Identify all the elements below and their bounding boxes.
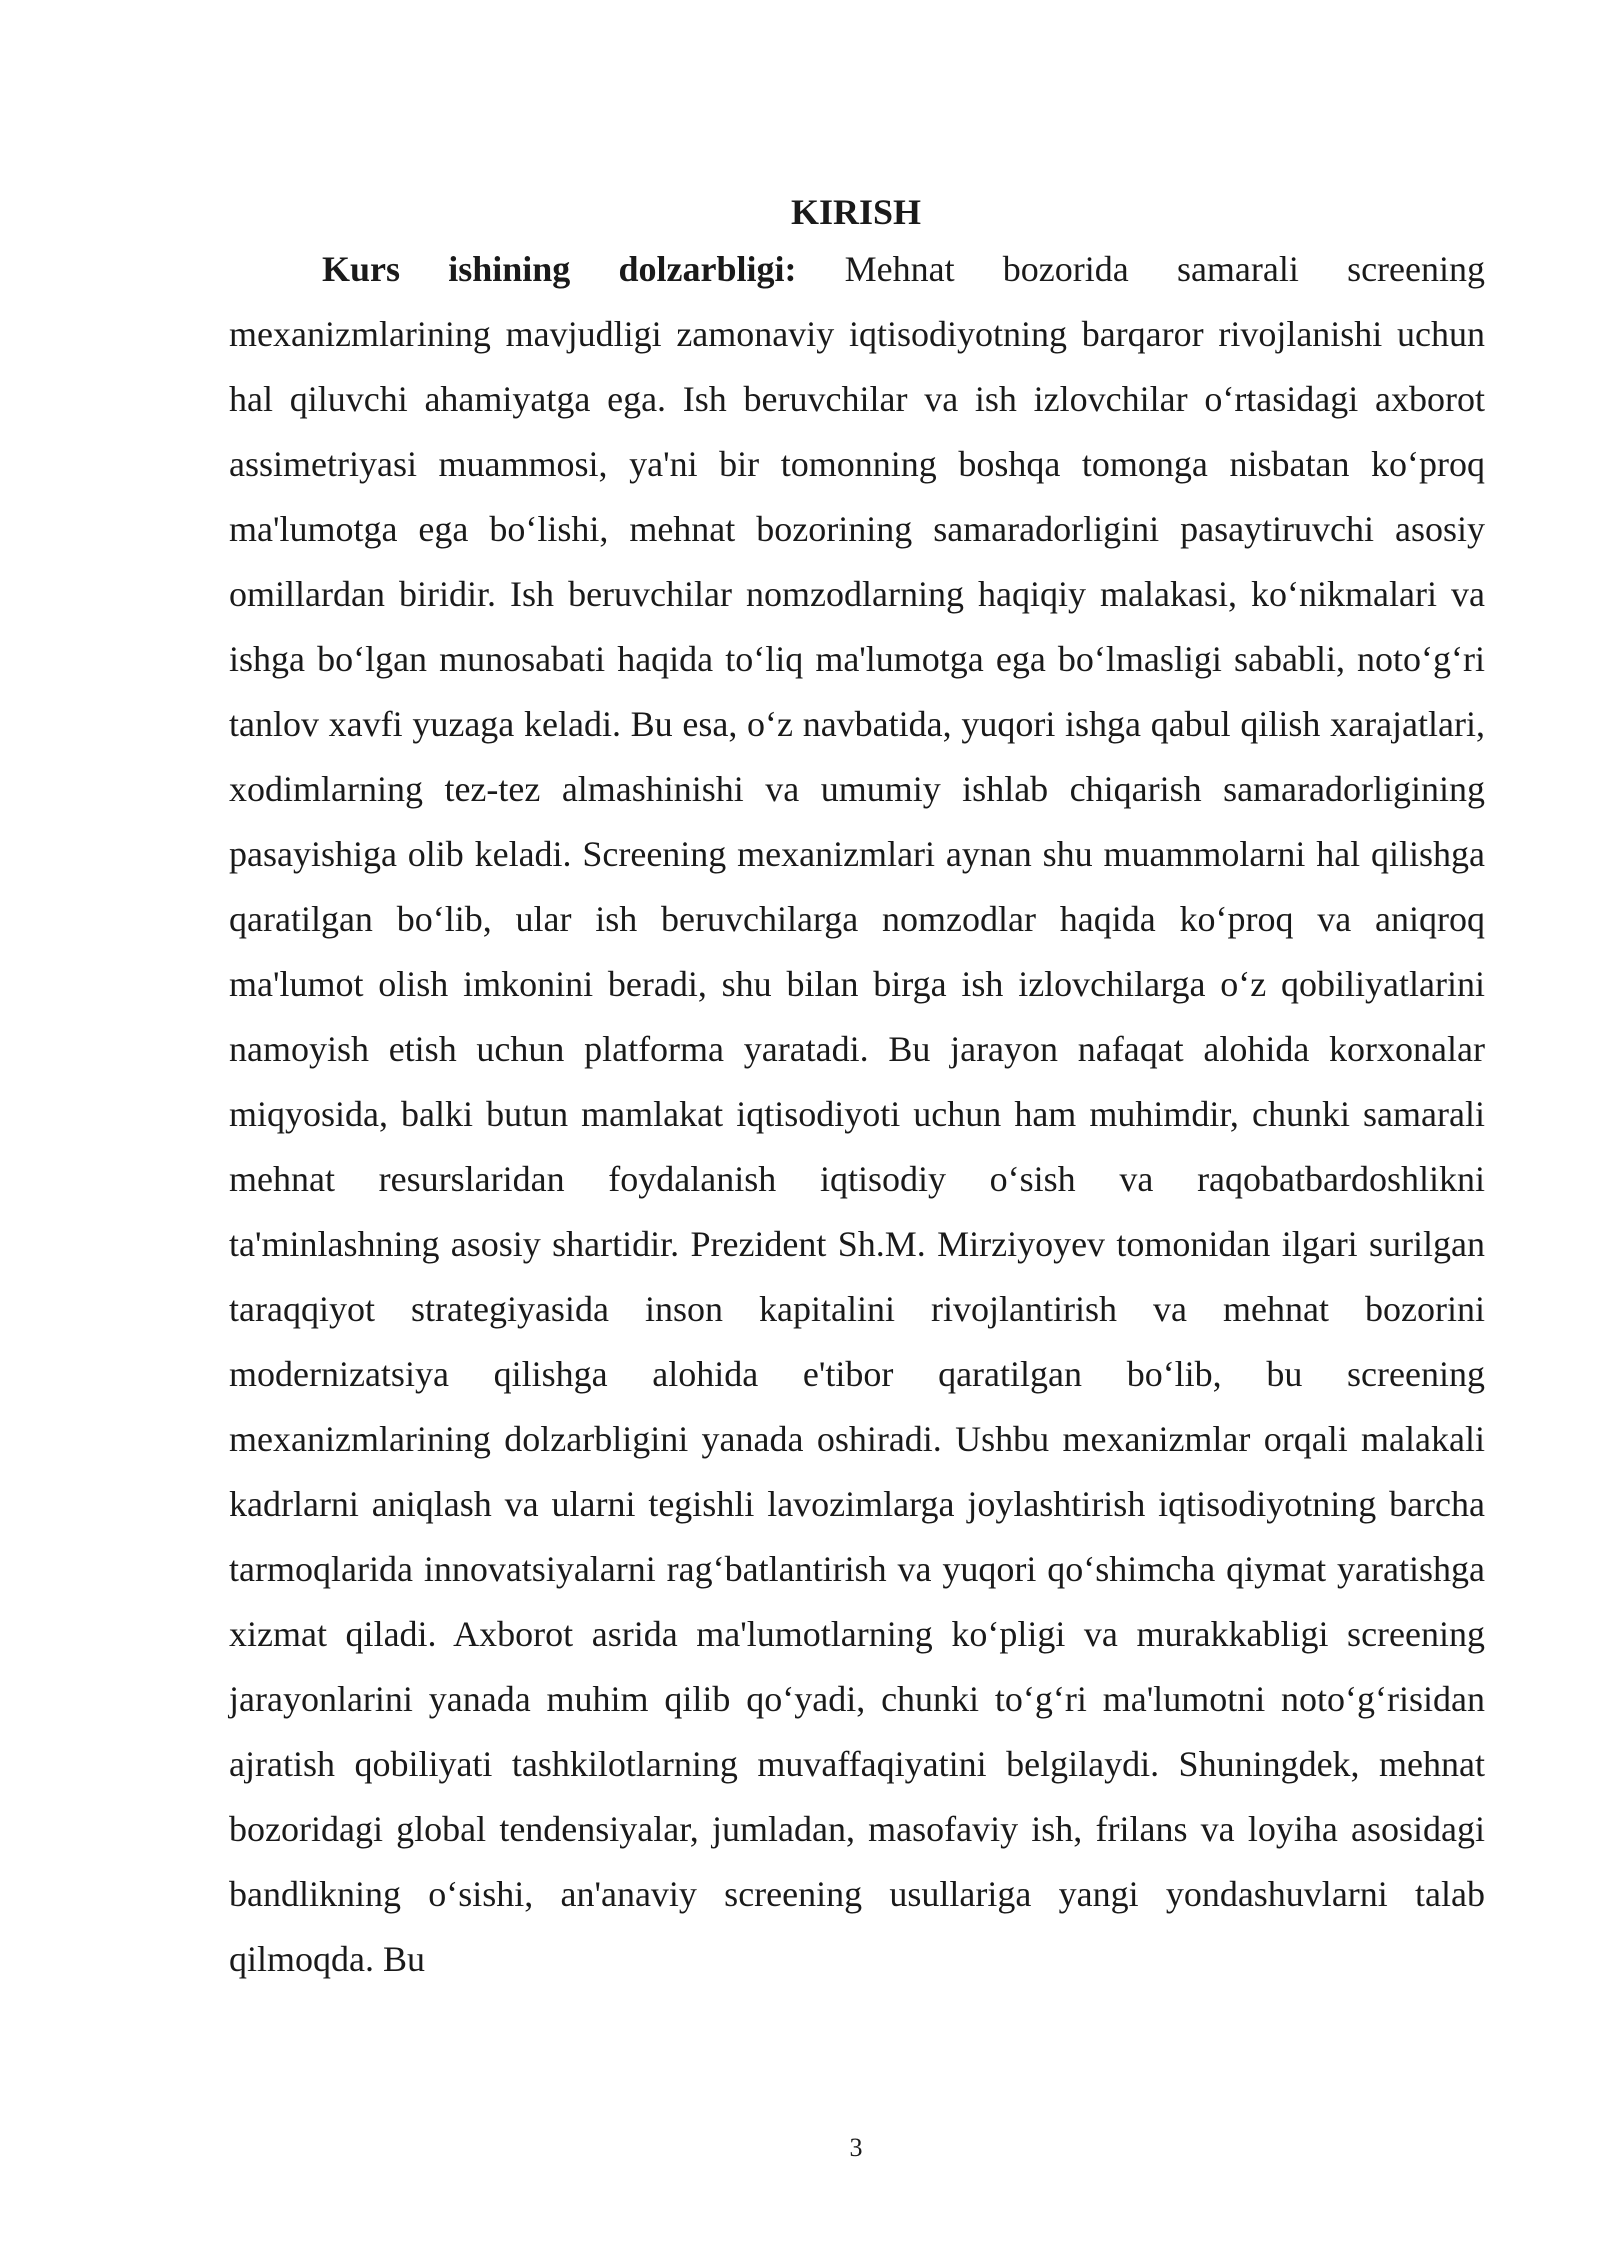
paragraph-lead: Kurs ishining dolzarbligi: [322, 249, 797, 289]
page-number: 3 [849, 2133, 863, 2162]
section-title: KIRISH [790, 192, 922, 232]
body-paragraph [229, 237, 1485, 1992]
paragraph-text: Mehnat bozorida samarali screening mexanizmlarining mavjudligi zamonaviy iqtisodiyotning barqaror rivojlanishi uchun hal qiluvchi ahamiyatga ega. Ish beruvchilar va ish izlovchilar o‘rtasidagi axborot assimetriyasi muammosi, ya'ni bir tomonning boshqa tomonga nisbatan ko‘proq ma'lumotga ega bo‘lishi, mehnat bozorining samaradorligini pasaytiruvchi asosiy omillardan biridir. Ish beruvchilar nomzodlarning haqiqiy malakasi, ko‘nikmalari va ishga bo‘lgan munosabati haqida to‘liq ma'lumotga ega bo‘lmasligi sababli, noto‘g‘ri tanlov xavfi yuzaga keladi. Bu esa, o‘z navbatida, yuqori ishga qabul qilish xarajatlari, xodimlarning tez-tez almashinishi va umumiy ishlab chiqarish samaradorligining pasayishiga olib keladi. Screening mexanizmlari aynan shu muammolarni hal qilishga qaratilgan bo‘lib, ular ish beruvchilarga nomzodlar haqida ko‘proq va aniqroq ma'lumot olish imkonini beradi, shu bilan birga ish izlovchilarga o‘z qobiliyatlarini namoyish etish uchun platforma yaratadi. Bu jarayon nafaqat alohida korxonalar miqyosida, balki butun mamlakat iqtisodiyoti uchun ham muhimdir, chunki samarali mehnat resurslaridan foydalanish iqtisodiy o‘sish va raqobatbardoshlikni ta'minlashning asosiy shartidir. Prezident Sh.M. Mirziyoyev tomonidan ilgari surilgan taraqqiyot strategiyasida inson kapitalini rivojlantirish va mehnat bozorini modernizatsiya qilishga alohida e'tibor qaratilgan bo‘lib, bu screening mexanizmlarining dolzarbligini yanada oshiradi. Ushbu mexanizmlar orqali malakali kadrlarni aniqlash va ularni tegishli lavozimlarga joylashtirish iqtisodiyotning barcha tarmoqlarida innovatsiyalarni rag‘batlantirish va yuqori qo‘shimcha qiymat yaratishga xizmat qiladi. Axborot asrida ma'lumotlarning ko‘pligi va murakkabligi screening jarayonlarini yanada muhim qilib qo‘yadi, chunki to‘g‘ri ma'lumotni noto‘g‘risidan ajratish qobiliyati tashkilotlarning muvaffaqiyatini belgilaydi. Shuningdek, mehnat bozoridagi global tendensiyalar, jumladan, masofaviy ish, frilans va loyiha asosidagi bandlikning o‘sishi, an'anaviy screening usullariga yangi yondashuvlarni talab qilmoqda. Bu [229, 249, 1485, 1979]
